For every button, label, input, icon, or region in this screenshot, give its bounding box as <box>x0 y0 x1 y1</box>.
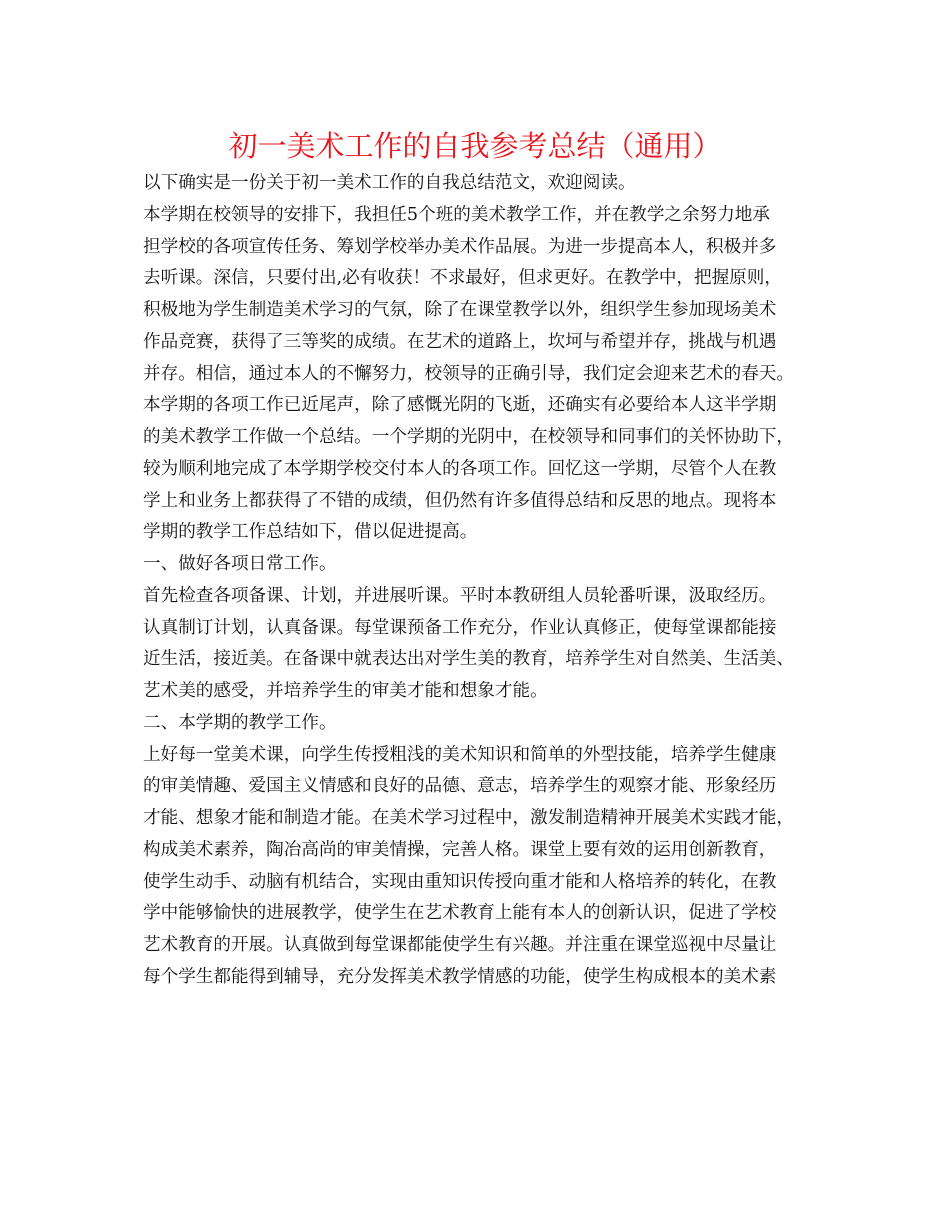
body-line: 使学生动手、动脑有机结合，实现由重知识传授向重才能和人格培养的转化，在教 <box>143 871 777 892</box>
body-line: 的审美情趣、爱国主义情感和良好的品德、意志，培养学生的观察才能、形象经历 <box>143 776 777 797</box>
body-line: 认真制订计划，认真备课。每堂课预备工作充分，作业认真修正，使每堂课都能接 <box>143 617 777 638</box>
body-line: 并存。相信，通过本人的不懈努力，校领导的正确引导，我们定会迎来艺术的春天。 <box>143 363 794 384</box>
body-line: 构成美术素养，陶冶高尚的审美情操，完善人格。课堂上要有效的运用创新教育， <box>143 839 777 860</box>
body-line: 学上和业务上都获得了不错的成绩，但仍然有许多值得总结和反思的地点。现将本 <box>143 490 777 511</box>
body-line: 学期的教学工作总结如下，借以促进提高。 <box>143 522 478 543</box>
body-line: 以下确实是一份关于初一美术工作的自我总结范文，欢迎阅读。 <box>143 173 636 193</box>
body-line: 担学校的各项宣传任务、筹划学校举办美术作品展。为进一步提高本人，积极并多 <box>143 236 777 257</box>
body-line: 去听课。深信，只要付出,必有收获！不求最好，但求更好。在教学中，把握原则， <box>143 268 782 289</box>
document-title: 初一美术工作的自我参考总结（通用） <box>228 129 722 163</box>
body-line: 每个学生都能得到辅导，充分发挥美术教学情感的功能，使学生构成根本的美术素 <box>143 966 777 987</box>
body-line: 本学期的各项工作已近尾声，除了感慨光阴的飞逝，还确实有必要给本人这半学期 <box>143 395 777 416</box>
body-line: 才能、想象才能和制造才能。在美术学习过程中，激发制造精神开展美术实践才能， <box>143 808 794 828</box>
body-line: 首先检查各项备课、计划，并进展听课。平时本教研组人员轮番听课，汲取经历。 <box>143 585 777 606</box>
body-line: 本学期在校领导的安排下，我担任5个班的美术教学工作，并在教学之余努力地承 <box>143 204 770 225</box>
body-line: 艺术美的感受，并培养学生的审美才能和想象才能。 <box>143 681 548 701</box>
body-line: 上好每一堂美术课，向学生传授粗浅的美术知识和简单的外型技能，培养学生健康 <box>143 744 777 765</box>
body-line: 近生活，接近美。在备课中就表达出对学生美的教育，培养学生对自然美、生活美、 <box>143 649 794 670</box>
body-line: 学中能够愉快的进展教学，使学生在艺术教育上能有本人的创新认识，促进了学校 <box>143 903 777 924</box>
body-line: 较为顺利地完成了本学期学校交付本人的各项工作。回忆这一学期，尽管个人在教 <box>143 458 777 479</box>
section-heading: 一、做好各项日常工作。 <box>143 554 337 574</box>
document-body <box>143 168 823 994</box>
section-heading: 二、本学期的教学工作。 <box>143 712 337 733</box>
body-line: 的美术教学工作做一个总结。一个学期的光阴中，在校领导和同事们的关怀协助下， <box>143 427 794 447</box>
body-line: 积极地为学生制造美术学习的气氛，除了在课堂教学以外，组织学生参加现场美术 <box>143 300 777 320</box>
body-line: 艺术教育的开展。认真做到每堂课都能使学生有兴趣。并注重在课堂巡视中尽量让 <box>143 935 777 955</box>
body-line: 作品竞赛，获得了三等奖的成绩。在艺术的道路上，坎坷与希望并存，挑战与机遇 <box>143 331 777 352</box>
